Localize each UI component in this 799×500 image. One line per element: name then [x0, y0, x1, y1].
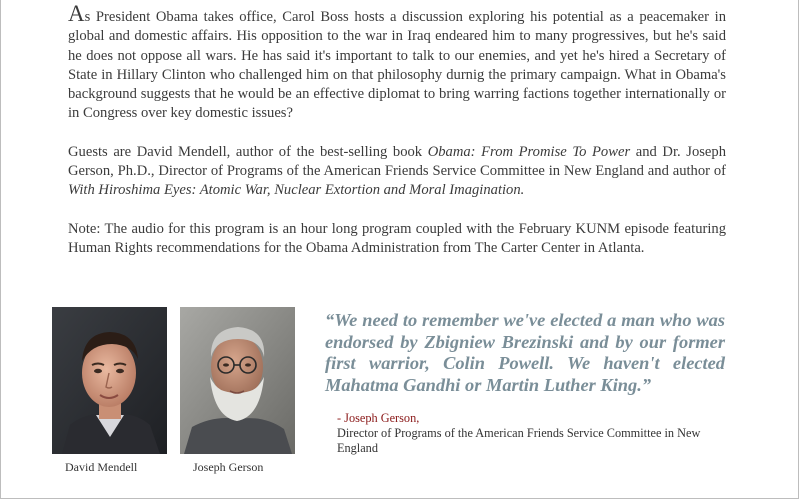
book-title-hiroshima: With Hiroshima Eyes: Atomic War, Nuclear Extortion and Moral Imagination. — [68, 182, 525, 199]
note-paragraph: Note: The audio for this program is an hour long program coupled with the February KUNM episode featuring Human Rights recommendations for the Obama Administration from The Carter Center in Atlanta. — [68, 220, 726, 256]
book-title-obama: Obama: From Promise To Power — [427, 143, 631, 160]
quote-attribution — [337, 411, 717, 456]
joseph-gerson-caption: Joseph Gerson — [193, 460, 264, 474]
article-body — [68, 1, 726, 277]
intro-paragraph — [68, 1, 726, 124]
david-mendell-caption: David Mendell — [65, 460, 138, 474]
attribution-name: - Joseph Gerson, — [337, 411, 420, 425]
joseph-gerson-photo — [180, 307, 295, 454]
pull-quote: “We need to remember we've elected a man who was endorsed by Zbigniew Brezinski and by our former first warrior, Colin Powell. We haven't elected Mahatma Gandhi or Martin Luther King.” — [325, 310, 725, 395]
intro-text: s President Obama takes office, Carol Boss hosts a discussion exploring his potential as a peacemaker in global and domestic affairs. His opposition to the war in Iraq endeared him to many progressives, but he's said he does not oppose all wars. He has said it's important to talk to our enemies, and yet he's hired a Secretary of State in Hillary Clinton who challenged him on that philosophy durnig the primary campaign. What in Obama's background suggests that he would be an effective diplomat to bring warring factions together internationally or in Congress over key domestic issues? — [68, 9, 726, 122]
guests-text-b: and Dr. Joseph Gerson, Ph.D., Director of Programs of the American Friends Service Committee in New England and author of — [68, 143, 726, 180]
drop-cap: A — [68, 1, 85, 26]
david-mendell-photo — [52, 307, 167, 454]
attribution-title: Director of Programs of the American Friends Service Committee in New England — [337, 426, 701, 455]
guests-text-a: Guests are David Mendell, author of the best-selling book — [68, 143, 428, 160]
guests-paragraph — [68, 143, 726, 201]
